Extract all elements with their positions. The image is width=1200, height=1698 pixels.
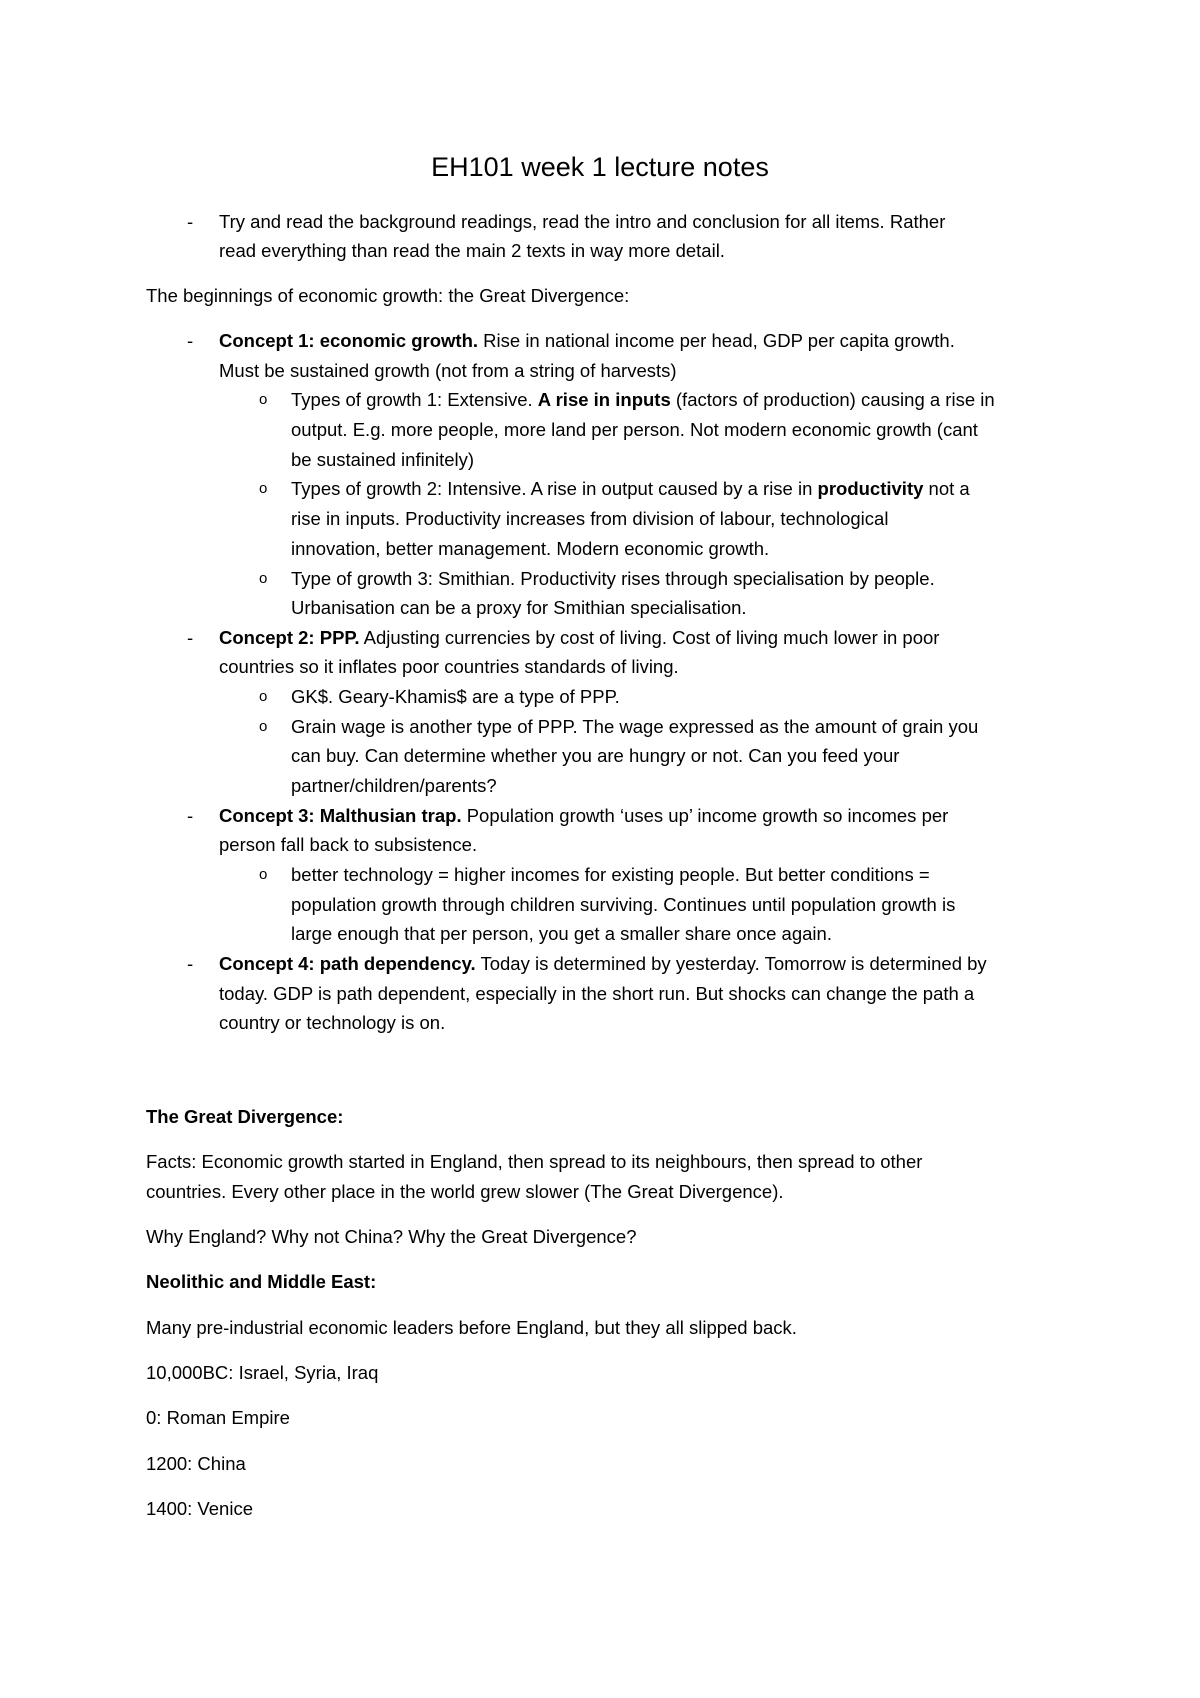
concept-2-line: countries so it inflates poor countries standards of living. xyxy=(219,656,679,677)
concept-3-line: person fall back to subsistence. xyxy=(219,834,478,855)
grain-wage-line: Grain wage is another type of PPP. The wage expressed as the amount of grain you xyxy=(291,716,979,737)
concept-4-line: today. GDP is path dependent, especially in the short run. But shocks can change the path a xyxy=(219,983,975,1004)
technology-line: better technology = higher incomes for existing people. But better conditions = xyxy=(291,864,930,885)
dash-bullet: - xyxy=(187,953,194,974)
dash-bullet: - xyxy=(187,330,194,351)
growth-type-1-line: be sustained infinitely) xyxy=(291,449,475,470)
technology-line: population growth through children surviving. Continues until population growth is xyxy=(291,894,956,915)
technology-line: large enough that per person, you get a smaller share once again. xyxy=(291,923,832,944)
gk-dollar-line: GK$. Geary-Khamis$ are a type of PPP. xyxy=(291,686,620,707)
neolithic-heading: Neolithic and Middle East: xyxy=(146,1271,377,1292)
circle-bullet: o xyxy=(259,866,268,883)
concept-2-line: Concept 2: PPP. Adjusting currencies by cost of living. Cost of living much lower in poor xyxy=(219,627,940,648)
great-divergence-heading: The Great Divergence: xyxy=(146,1106,344,1127)
dash-bullet: - xyxy=(187,211,194,232)
grain-wage-line: partner/children/parents? xyxy=(291,775,497,796)
growth-type-3-line: Type of growth 3: Smithian. Productivity rises through specialisation by people. xyxy=(291,568,935,589)
section-heading: The beginnings of economic growth: the Great Divergence: xyxy=(146,285,630,306)
growth-type-2-line: rise in inputs. Productivity increases from division of labour, technological xyxy=(291,508,889,529)
concept-4-label: Concept 4: path dependency. xyxy=(219,953,476,974)
circle-bullet: o xyxy=(259,480,268,497)
concept-1-line: Must be sustained growth (not from a string of harvests) xyxy=(219,360,677,381)
concept-1-label: Concept 1: economic growth. xyxy=(219,330,479,351)
questions-line: Why England? Why not China? Why the Great Divergence? xyxy=(146,1226,637,1247)
concept-4-line: Concept 4: path dependency. Today is determined by yesterday. Tomorrow is determined by xyxy=(219,953,987,974)
dash-bullet: - xyxy=(187,627,194,648)
intro-line: read everything than read the main 2 texts in way more detail. xyxy=(219,240,725,261)
circle-bullet: o xyxy=(259,391,268,408)
growth-type-2-line: innovation, better management. Modern economic growth. xyxy=(291,538,770,559)
circle-bullet: o xyxy=(259,718,268,735)
circle-bullet: o xyxy=(259,570,268,587)
growth-type-3-line: Urbanisation can be a proxy for Smithian specialisation. xyxy=(291,597,747,618)
timeline-entry: 1200: China xyxy=(146,1453,246,1474)
timeline-entry: 10,000BC: Israel, Syria, Iraq xyxy=(146,1362,379,1383)
page-title: EH101 week 1 lecture notes xyxy=(431,152,769,182)
grain-wage-line: can buy. Can determine whether you are hungry or not. Can you feed your xyxy=(291,745,900,766)
dash-bullet: - xyxy=(187,805,194,826)
facts-line: countries. Every other place in the world grew slower (The Great Divergence). xyxy=(146,1181,784,1202)
neolithic-text: Many pre-industrial economic leaders before England, but they all slipped back. xyxy=(146,1317,797,1338)
growth-type-2-line: Types of growth 2: Intensive. A rise in output caused by a rise in productivity not a xyxy=(291,478,970,499)
circle-bullet: o xyxy=(259,688,268,705)
growth-type-1-line: Types of growth 1: Extensive. A rise in inputs (factors of production) causing a rise in xyxy=(291,389,995,410)
timeline-entry: 1400: Venice xyxy=(146,1498,253,1519)
concept-2-label: Concept 2: PPP. xyxy=(219,627,360,648)
timeline-entry: 0: Roman Empire xyxy=(146,1407,290,1428)
concept-4-line: country or technology is on. xyxy=(219,1012,446,1033)
concept-1-line: Concept 1: economic growth. Rise in national income per head, GDP per capita growth. xyxy=(219,330,955,351)
concept-3-line: Concept 3: Malthusian trap. Population growth ‘uses up’ income growth so incomes per xyxy=(219,805,949,826)
growth-type-1-line: output. E.g. more people, more land per person. Not modern economic growth (cant xyxy=(291,419,978,440)
intro-line: Try and read the background readings, read the intro and conclusion for all items. Rather xyxy=(219,211,946,232)
facts-line: Facts: Economic growth started in England, then spread to its neighbours, then spread to other xyxy=(146,1151,923,1172)
concept-3-label: Concept 3: Malthusian trap. xyxy=(219,805,462,826)
